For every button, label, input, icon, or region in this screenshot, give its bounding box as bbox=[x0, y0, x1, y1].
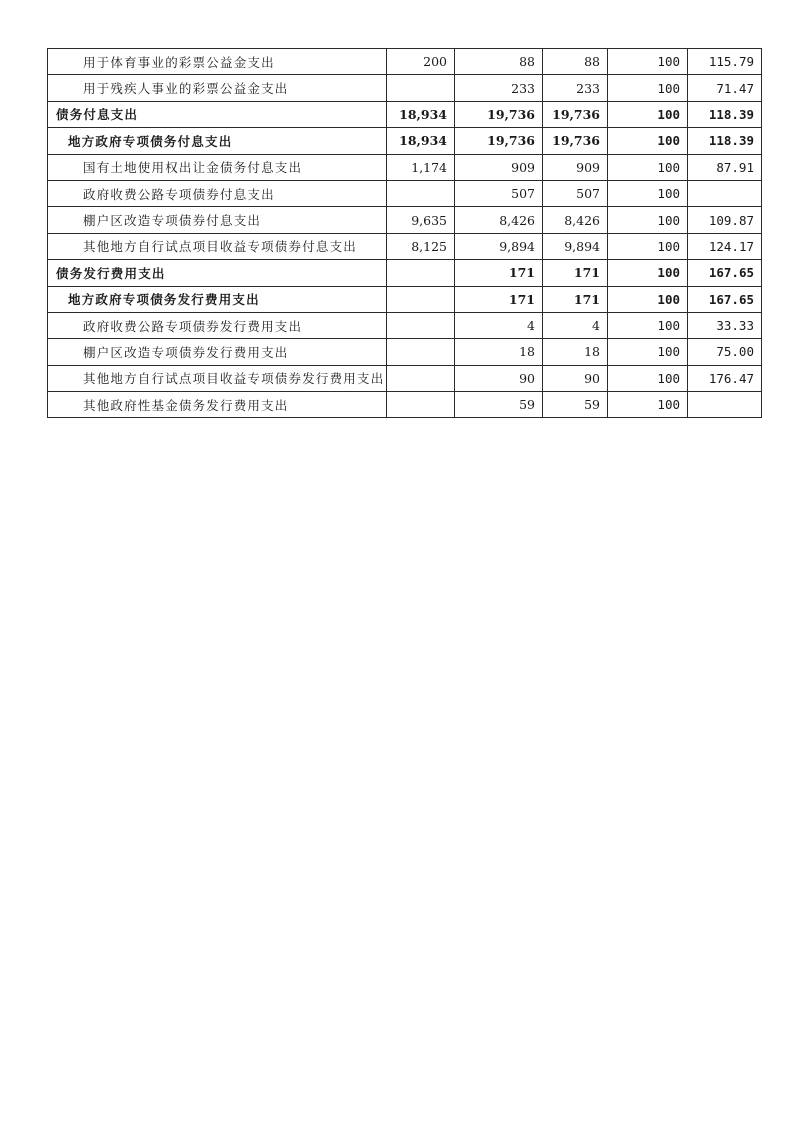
budget-value-cell: 1,174 bbox=[387, 154, 455, 180]
table-row bbox=[48, 286, 762, 312]
adjusted-budget-cell: 4 bbox=[455, 312, 543, 338]
completion-rate-cell: 100 bbox=[608, 128, 688, 154]
budget-value-cell bbox=[387, 260, 455, 286]
row-name-cell: 棚户区改造专项债券发行费用支出 bbox=[48, 339, 387, 365]
actual-value-cell: 19,736 bbox=[543, 128, 608, 154]
actual-value-cell: 909 bbox=[543, 154, 608, 180]
table-row bbox=[48, 75, 762, 101]
row-name-cell: 其他政府性基金债务发行费用支出 bbox=[48, 392, 387, 418]
budget-value-cell bbox=[387, 75, 455, 101]
table-row bbox=[48, 207, 762, 233]
actual-value-cell: 507 bbox=[543, 180, 608, 206]
yoy-rate-cell: 75.00 bbox=[688, 339, 762, 365]
budget-value-cell: 18,934 bbox=[387, 101, 455, 127]
row-name-cell: 政府收费公路专项债券付息支出 bbox=[48, 180, 387, 206]
completion-rate-cell: 100 bbox=[608, 75, 688, 101]
table-row bbox=[48, 49, 762, 75]
completion-rate-cell: 100 bbox=[608, 260, 688, 286]
row-name-cell: 其他地方自行试点项目收益专项债券付息支出 bbox=[48, 233, 387, 259]
adjusted-budget-cell: 233 bbox=[455, 75, 543, 101]
table-row bbox=[48, 339, 762, 365]
table-row bbox=[48, 392, 762, 418]
completion-rate-cell: 100 bbox=[608, 365, 688, 391]
budget-value-cell: 9,635 bbox=[387, 207, 455, 233]
adjusted-budget-cell: 8,426 bbox=[455, 207, 543, 233]
table-row bbox=[48, 128, 762, 154]
yoy-rate-cell: 118.39 bbox=[688, 101, 762, 127]
actual-value-cell: 8,426 bbox=[543, 207, 608, 233]
budget-table bbox=[47, 48, 762, 418]
adjusted-budget-cell: 171 bbox=[455, 260, 543, 286]
actual-value-cell: 18 bbox=[543, 339, 608, 365]
budget-value-cell bbox=[387, 312, 455, 338]
yoy-rate-cell: 115.79 bbox=[688, 49, 762, 75]
adjusted-budget-cell: 90 bbox=[455, 365, 543, 391]
yoy-rate-cell: 87.91 bbox=[688, 154, 762, 180]
actual-value-cell: 9,894 bbox=[543, 233, 608, 259]
yoy-rate-cell: 124.17 bbox=[688, 233, 762, 259]
row-name-cell: 国有土地使用权出让金债务付息支出 bbox=[48, 154, 387, 180]
completion-rate-cell: 100 bbox=[608, 101, 688, 127]
budget-value-cell: 18,934 bbox=[387, 128, 455, 154]
completion-rate-cell: 100 bbox=[608, 49, 688, 75]
completion-rate-cell: 100 bbox=[608, 312, 688, 338]
row-name-cell: 用于残疾人事业的彩票公益金支出 bbox=[48, 75, 387, 101]
yoy-rate-cell: 176.47 bbox=[688, 365, 762, 391]
completion-rate-cell: 100 bbox=[608, 233, 688, 259]
table-row bbox=[48, 260, 762, 286]
table-row bbox=[48, 101, 762, 127]
table-body bbox=[48, 49, 762, 418]
budget-value-cell bbox=[387, 339, 455, 365]
completion-rate-cell: 100 bbox=[608, 207, 688, 233]
budget-value-cell bbox=[387, 286, 455, 312]
yoy-rate-cell bbox=[688, 180, 762, 206]
budget-value-cell bbox=[387, 180, 455, 206]
actual-value-cell: 171 bbox=[543, 260, 608, 286]
actual-value-cell: 171 bbox=[543, 286, 608, 312]
row-name-cell: 棚户区改造专项债券付息支出 bbox=[48, 207, 387, 233]
yoy-rate-cell: 118.39 bbox=[688, 128, 762, 154]
actual-value-cell: 59 bbox=[543, 392, 608, 418]
row-name-cell: 政府收费公路专项债券发行费用支出 bbox=[48, 312, 387, 338]
row-name-cell: 其他地方自行试点项目收益专项债券发行费用支出 bbox=[48, 365, 387, 391]
table-row bbox=[48, 312, 762, 338]
budget-value-cell: 200 bbox=[387, 49, 455, 75]
adjusted-budget-cell: 9,894 bbox=[455, 233, 543, 259]
table-row bbox=[48, 154, 762, 180]
row-name-cell: 地方政府专项债务付息支出 bbox=[48, 128, 387, 154]
yoy-rate-cell bbox=[688, 392, 762, 418]
actual-value-cell: 19,736 bbox=[543, 101, 608, 127]
adjusted-budget-cell: 19,736 bbox=[455, 101, 543, 127]
adjusted-budget-cell: 88 bbox=[455, 49, 543, 75]
actual-value-cell: 4 bbox=[543, 312, 608, 338]
adjusted-budget-cell: 909 bbox=[455, 154, 543, 180]
completion-rate-cell: 100 bbox=[608, 286, 688, 312]
yoy-rate-cell: 167.65 bbox=[688, 260, 762, 286]
adjusted-budget-cell: 507 bbox=[455, 180, 543, 206]
budget-value-cell: 8,125 bbox=[387, 233, 455, 259]
row-name-cell: 用于体育事业的彩票公益金支出 bbox=[48, 49, 387, 75]
adjusted-budget-cell: 18 bbox=[455, 339, 543, 365]
actual-value-cell: 233 bbox=[543, 75, 608, 101]
adjusted-budget-cell: 171 bbox=[455, 286, 543, 312]
budget-value-cell bbox=[387, 392, 455, 418]
row-name-cell: 债务发行费用支出 bbox=[48, 260, 387, 286]
row-name-cell: 债务付息支出 bbox=[48, 101, 387, 127]
actual-value-cell: 88 bbox=[543, 49, 608, 75]
yoy-rate-cell: 71.47 bbox=[688, 75, 762, 101]
yoy-rate-cell: 33.33 bbox=[688, 312, 762, 338]
table-row bbox=[48, 365, 762, 391]
yoy-rate-cell: 167.65 bbox=[688, 286, 762, 312]
completion-rate-cell: 100 bbox=[608, 180, 688, 206]
table-row bbox=[48, 233, 762, 259]
completion-rate-cell: 100 bbox=[608, 154, 688, 180]
row-name-cell: 地方政府专项债务发行费用支出 bbox=[48, 286, 387, 312]
completion-rate-cell: 100 bbox=[608, 392, 688, 418]
adjusted-budget-cell: 19,736 bbox=[455, 128, 543, 154]
table-row bbox=[48, 180, 762, 206]
budget-value-cell bbox=[387, 365, 455, 391]
actual-value-cell: 90 bbox=[543, 365, 608, 391]
completion-rate-cell: 100 bbox=[608, 339, 688, 365]
adjusted-budget-cell: 59 bbox=[455, 392, 543, 418]
yoy-rate-cell: 109.87 bbox=[688, 207, 762, 233]
